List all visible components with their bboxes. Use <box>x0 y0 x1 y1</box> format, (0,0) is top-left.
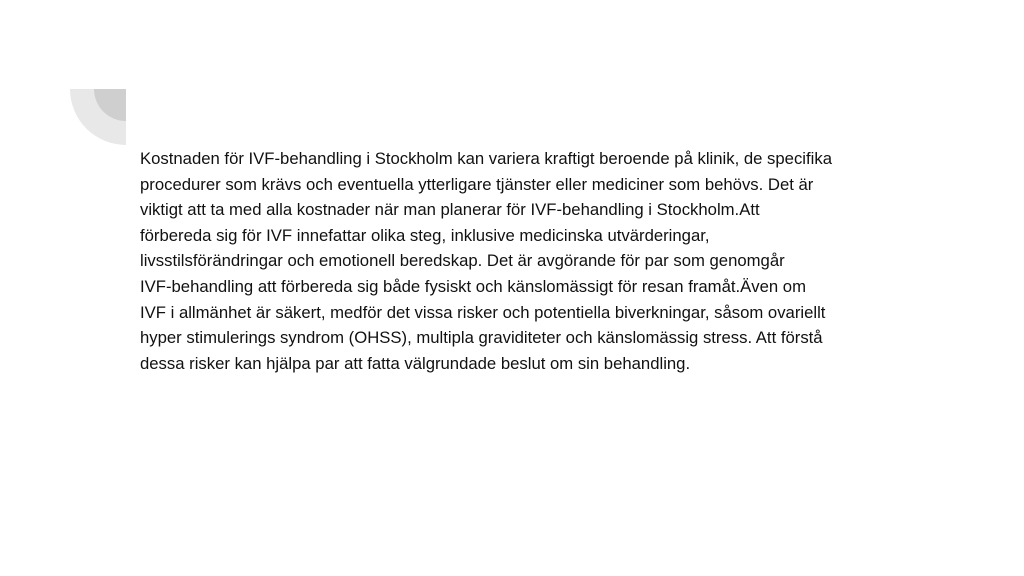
body-paragraph <box>140 146 920 376</box>
body-line: procedurer som krävs och eventuella ytterligare tjänster eller mediciner som behövs. Det är <box>140 174 814 194</box>
body-line: IVF i allmänhet är säkert, medför det vissa risker och potentiella biverkningar, såsom ovariellt <box>140 302 826 322</box>
body-line: dessa risker kan hjälpa par att fatta välgrundade beslut om sin behandling. <box>140 353 691 373</box>
body-line: IVF-behandling att förbereda sig både fysiskt och känslomässigt för resan framåt.Även om <box>140 276 806 296</box>
body-line: förbereda sig för IVF innefattar olika steg, inklusive medicinska utvärderingar, <box>140 225 710 245</box>
body-line: viktigt att ta med alla kostnader när man planerar för IVF-behandling i Stockholm.Att <box>140 200 760 220</box>
body-line: hyper stimulerings syndrom (OHSS), multipla graviditeter och känslomässig stress. Att förstå <box>140 328 823 348</box>
corner-decoration <box>70 89 126 145</box>
body-line: Kostnaden för IVF-behandling i Stockholm kan variera kraftigt beroende på klinik, de specifika <box>140 149 832 168</box>
body-line: livsstilsförändringar och emotionell beredskap. Det är avgörande för par som genomgår <box>140 251 785 271</box>
